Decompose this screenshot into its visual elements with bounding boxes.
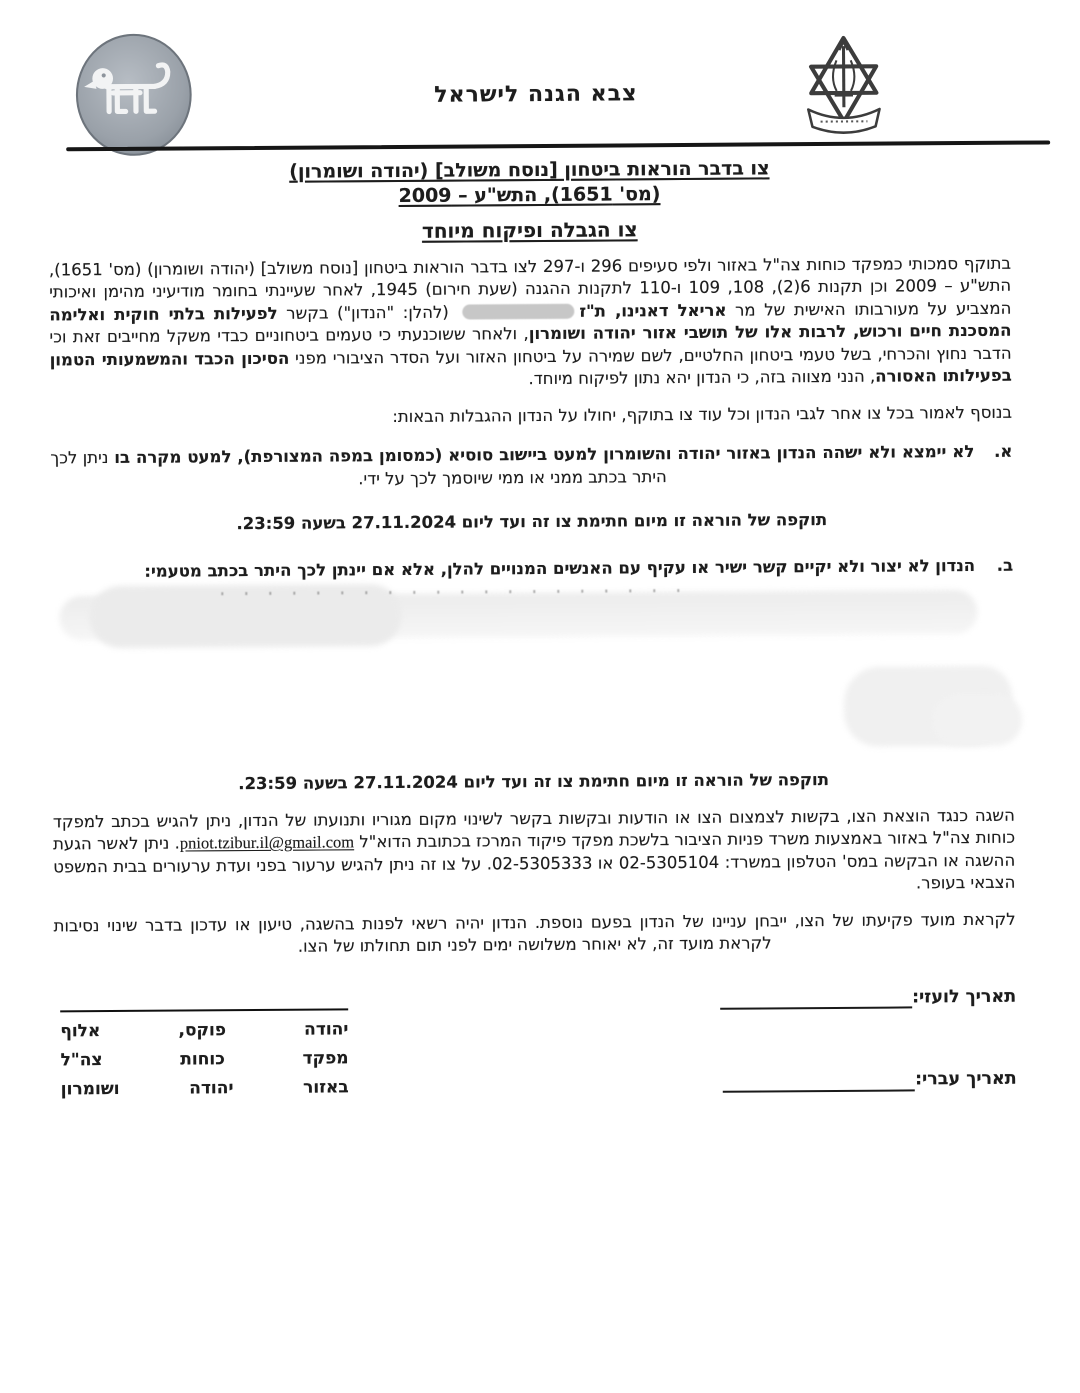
redacted-area xyxy=(52,666,1015,757)
redacted-id-number xyxy=(462,303,574,319)
redacted-names-list xyxy=(51,582,1013,655)
intro-text: (להלן: "הנדון") בקשר xyxy=(277,302,458,323)
hebrew-date-row xyxy=(719,1068,1017,1093)
restriction-item-a xyxy=(50,441,1012,493)
intro-text: , ולאחר ששוכנעתי כי טעמים ביטחוניים כבדי משקל מחייבים זאת וכי הדבר נחוץ והכרחי, בשל טעמי ביטחון החלטיים, לשם שמירה על ביטחון האזור ועל הסדר הציבורי מפני xyxy=(49,324,1012,368)
order-title-line1: צו בדבר הוראות ביטחון [נוסח משולב] (יהודה ושומרון) xyxy=(289,157,770,183)
order-heading xyxy=(48,155,1011,245)
intro-paragraph xyxy=(49,252,1012,394)
redaction-blur-blob-right-lower xyxy=(932,694,1022,747)
signature-row-2: מפקד כוחות צה"ל xyxy=(60,1047,349,1070)
gregorian-date-label: תאריך לועזי: xyxy=(912,986,1017,1007)
idf-emblem xyxy=(785,31,902,144)
signature-row-1: יהודה פוקס, אלוף xyxy=(60,1018,349,1041)
gregorian-date-blank-line xyxy=(720,987,912,1009)
phone-number-2: 02-5305333 xyxy=(491,853,593,873)
hebrew-date-blank-line xyxy=(723,1070,915,1092)
phone-number-1: 02-5305104 xyxy=(618,852,720,872)
signature-row-3: באזור יהודה ושומרון xyxy=(60,1076,349,1099)
signature-line xyxy=(60,1008,348,1012)
contact-email: pniot.tzibur.il@gmail.com xyxy=(179,832,355,853)
validity-line-b: תוקפה של הוראה זו מיום חתימת צו זה ועד ליום 27.11.2024 בשעה 23:59. xyxy=(238,769,830,794)
signature-footer xyxy=(54,985,1017,1122)
document-body xyxy=(48,147,1017,1122)
idf-org-title: צבא הגנה לישראל xyxy=(434,81,638,108)
item-b-label: ב. xyxy=(996,555,1014,575)
item-a-text: לא יימצא ולא ישהה הנדון באזור יהודה והשומרון למעט ביישוב סוסיא (כמסומן במפה המצורפת), למעט מקרה בו ניתן לכך היתר בכתב ממני או ממי שיוסמך לכך על ידי. xyxy=(50,441,975,488)
intro-bold-activity: לפעילות בלתי חוקית ואלימה המסכנת חיים ורכוש, לרבות אלו של תושבי אזור יהודה ושומרון xyxy=(49,303,1012,344)
subject-name: אריאל דאנינו, ת"ז xyxy=(579,300,727,321)
item-b-text: הנדון לא יצור ולא יקיים קשר ישיר או עקיף עם האנשים המנויים להלן, אלא אם יינתן לכך היתר בכתב מטעמי: xyxy=(144,555,976,581)
intro-text: , הנני מצווה בזה, כי הנדון יהא נתון לפיקוח מיוחד. xyxy=(528,366,876,389)
appeal-paragraph: השגה כנגד הוצאת הצו, בקשות לצמצום הצו או הודעות ובקשות בקשר לשינוי מקום מגוריו ותנועתו של הנדון, ניתן להגיש בכתב למפקד כוחות צה"ל באזור באמצעות משרד פניות הציבור בלשכת מפקד פיקוד המרכז בכתובת הדוא"ל pniot.tzibur.il@gmail.com. ניתן לאשר הגעת ההשגה או הבקשה במס' הטלפון במשרד: 02-5305104 או 02-5305333. על צו זה ניתן להגיש ערעור בפני ועדת ערעורים בבית המשפט הצבאי בעופר. xyxy=(52,805,1016,893)
date-fields xyxy=(718,985,1017,1092)
gregorian-date-row xyxy=(718,985,1016,1010)
intro-text: בתוקף סמכותי כמפקד כוחות צה"ל באזור ולפי סעיפים 296 ו-297 לצו בדבר הוראות ביטחון [נוסח משולב] (יהודה ושומרון) (מס' 1651), התש"ע – 2009 וכן תקנות 6(2), 108, 109 ו-110 לתקנות ההגנה (שעת חירום) 1945, לאחר שעיינתי בחומר מודיעיני מהימן ואיכותי המצביע על מעורבותו האישית של מר xyxy=(48,253,1012,320)
expiry-review-paragraph: לקראת מועד פקיעתו של הצו, ייבחן עניינו של הנדון בפעם נוספת. הנדון יהיה רשאי לפנות בהשגה, טיעון או עדכון בדבר שינוי נסיבות לקראת מועד זה, לא יאוחר משלושה ימים לפני תום תחולתו של הצו. xyxy=(53,909,1016,956)
order-title-line2: (מס' 1651), התש"ע – 2009 xyxy=(398,183,661,207)
intro-bold-risk: הסיכון הכבד והמשמעותי הטמון בפעילותו האסורה xyxy=(49,348,1012,386)
hebrew-date-label: תאריך עברי: xyxy=(915,1068,1017,1090)
restriction-item-b xyxy=(51,554,1013,583)
signature-block xyxy=(60,1008,349,1099)
order-name: צו הגבלה ופיקוח מיוחד xyxy=(421,217,638,243)
validity-line-a: תוקפה של הוראה זו מיום חתימת צו זה ועד ליום 27.11.2024 בשעה 23:59. xyxy=(236,509,828,534)
preamble-line: בנוסף לאמור בכל צו אחר לגבי הנדון וכל עוד צו בתוקף, יחולו על הנדון ההגבלות הבאות: xyxy=(392,402,1013,426)
item-a-label: א. xyxy=(993,441,1013,461)
